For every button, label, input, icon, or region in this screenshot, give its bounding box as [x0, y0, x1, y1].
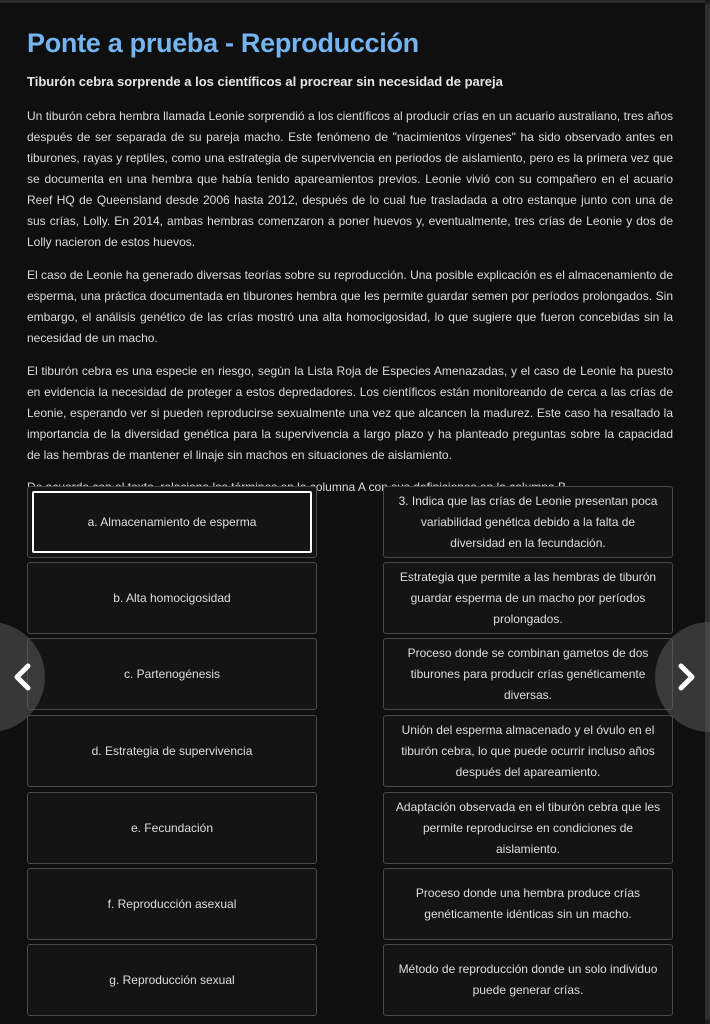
- definition-text: Adaptación observada en el tiburón cebra que les permite reproducirse en condiciones de aislamiento.: [395, 799, 661, 856]
- definition-card-5[interactable]: [383, 792, 673, 864]
- article-subtitle: Tiburón cebra sorprende a los científicos al procrear sin necesidad de pareja: [27, 74, 503, 89]
- definition-card-7[interactable]: [383, 944, 673, 1016]
- scrollbar-thumb[interactable]: [705, 4, 710, 1020]
- term-label: c. Partenogénesis: [123, 666, 221, 681]
- paragraph-2: El caso de Leonie ha generado diversas teorías sobre su reproducción. Una posible explicación es el almacenamiento de esperma, una práctica documentada en tiburones hembra que les permite guardar semen por períodos prolongados. Sin embargo, el análisis genético de las crías mostró una alta homocigosidad, lo que sugiere que fueron concebidas sin la necesidad de un macho.: [27, 268, 673, 345]
- term-card-e[interactable]: [27, 792, 317, 864]
- term-label: b. Alta homocigosidad: [113, 590, 231, 605]
- chevron-left-icon: [8, 662, 38, 692]
- term-card-c[interactable]: [27, 638, 317, 710]
- paragraph-1: Un tiburón cebra hembra llamada Leonie sorprendió a los científicos al producir crías en un acuario australiano, tres años después de ser separada de su pareja macho. Este fenómeno de "nacimientos vírgenes" ha sido observado antes en tiburones, rayas y reptiles, como una estrategia de supervivencia en periodos de aislamiento, pero es la primera vez que se documenta en una hembra que había tenido apareamientos previos. Leonie vivió con su compañero en el acuario Reef HQ de Queensland desde 2006 hasta 2012, después de lo cual fue trasladada a otro estanque junto con una de sus crías, Lolly. En 2014, ambas hembras comenzaron a poner huevos y, eventualmente, tres crías de Leonie y dos de Lolly nacieron de estos huevos.: [27, 109, 673, 249]
- definition-card-1[interactable]: [383, 486, 673, 558]
- scrollbar[interactable]: [705, 0, 710, 1024]
- definition-card-4[interactable]: [383, 715, 673, 787]
- term-card-f[interactable]: [27, 868, 317, 940]
- top-border: [0, 0, 710, 3]
- definition-card-2[interactable]: [383, 562, 673, 634]
- term-label: a. Almacenamiento de esperma: [87, 514, 257, 529]
- paragraph-3: El tiburón cebra es una especie en riesgo, según la Lista Roja de Especies Amenazadas, y el caso de Leonie ha puesto en evidencia la necesidad de proteger a estos depredadores. Los científicos están monitoreando de cerca a las crías de Leonie, esperando ver si pueden reproducirse sexualmente una vez que alcancen la madurez. Este caso ha resaltado la importancia de la diversidad genética para la supervivencia a largo plazo y ha planteado preguntas sobre la capacidad de las hembras de mantener el linaje sin machos en situaciones de aislamiento.: [27, 364, 673, 462]
- definition-text: Estrategia que permite a las hembras de tiburón guardar esperma de un macho por períodos prolongados.: [399, 569, 657, 626]
- article: [27, 25, 673, 498]
- exercise-instruction: columna A con: [309, 480, 388, 494]
- term-label: e. Fecundación: [130, 820, 214, 835]
- definition-text: 3. Indica que las crías de Leonie presentan poca variabilidad genética debido a la falta de diversidad en la fecundación.: [398, 493, 658, 550]
- term-card-b[interactable]: [27, 562, 317, 634]
- definition-card-6[interactable]: [383, 868, 673, 940]
- page-title: Ponte a prueba - Reproducción: [27, 28, 419, 58]
- term-card-a[interactable]: [27, 486, 317, 558]
- definition-text: Proceso donde se combinan gametos de dos tiburones para producir crías genéticamente diversas.: [407, 645, 649, 702]
- term-label: f. Reproducción asexual: [107, 896, 237, 911]
- term-label: d. Estrategia de supervivencia: [91, 743, 253, 758]
- definition-text: Unión del esperma almacenado y el óvulo en el tiburón cebra, lo que puede ocurrir incluso años después del apareamiento.: [401, 722, 655, 779]
- term-card-d[interactable]: [27, 715, 317, 787]
- definition-text: Proceso donde una hembra produce crías genéticamente idénticas sin un macho.: [415, 886, 641, 921]
- term-label: g. Reproducción sexual: [109, 972, 235, 987]
- definition-text: Método de reproducción donde un solo individuo puede generar crías.: [398, 962, 658, 997]
- definition-card-3[interactable]: [383, 638, 673, 710]
- chevron-right-icon: [671, 662, 701, 692]
- term-card-g[interactable]: [27, 944, 317, 1016]
